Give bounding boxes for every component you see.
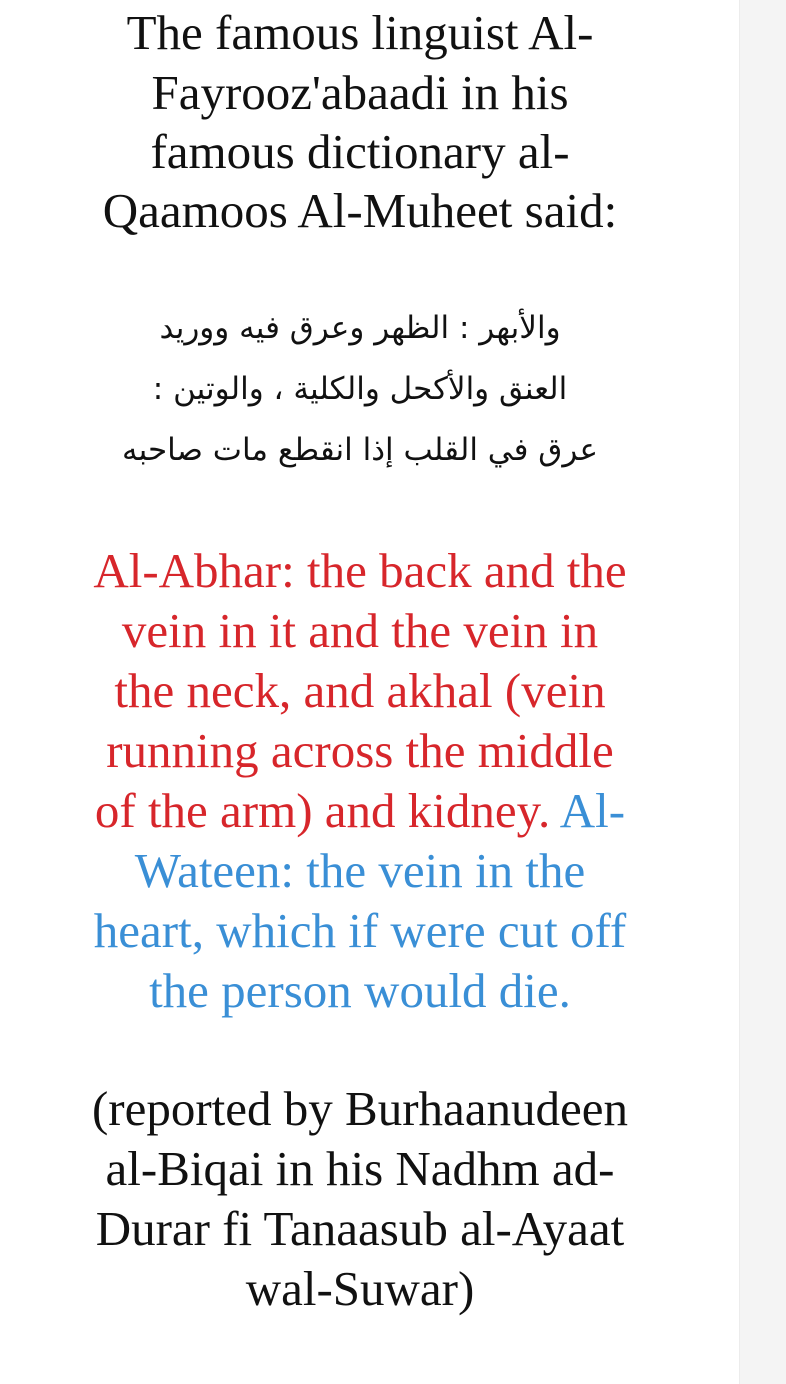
translation-line-2: vein in it and the vein in [121,603,599,658]
arabic-line-3: عرق في القلب إذا انقطع مات صاحبه [122,432,598,468]
intro-line-2: Fayrooz'abaadi in his [151,65,569,120]
translation-line-5 [0,782,720,840]
translation-line-7: heart, which if were cut off [93,903,627,958]
translation-line-4: running across the middle [106,723,614,778]
translation-line-1 [0,542,720,600]
intro-line-1: The famous linguist Al- [126,5,594,60]
arabic-line-2: العنق والأكحل والكلية ، والوتين : [152,371,568,407]
translation-line-5-red: of the arm) and kidney. [94,783,551,838]
term-al-abhar: Al-Abhar [93,543,282,598]
intro-line-4: Qaamoos Al-Muheet said: [102,183,618,238]
translation-line-6: Wateen: the vein in the [134,843,586,898]
term-al-wateen-start: Al- [550,783,626,838]
citation-line-1: (reported by Burhaanudeen [91,1081,629,1136]
translation-line-1-rest: : the back and the [281,543,627,598]
intro-line-3: famous dictionary al- [150,124,570,179]
page-edge-strip [739,0,786,1384]
translation-line-3: the neck, and akhal (vein [114,663,606,718]
citation-line-3: Durar fi Tanaasub al-Ayaat [95,1201,625,1256]
arabic-line-1: والأبهر : الظهر وعرق فيه ووريد [159,310,561,346]
citation-line-4: wal-Suwar) [245,1261,475,1316]
citation-line-2: al-Biqai in his Nadhm ad- [105,1141,615,1196]
translation-line-8: the person would die. [149,963,571,1018]
